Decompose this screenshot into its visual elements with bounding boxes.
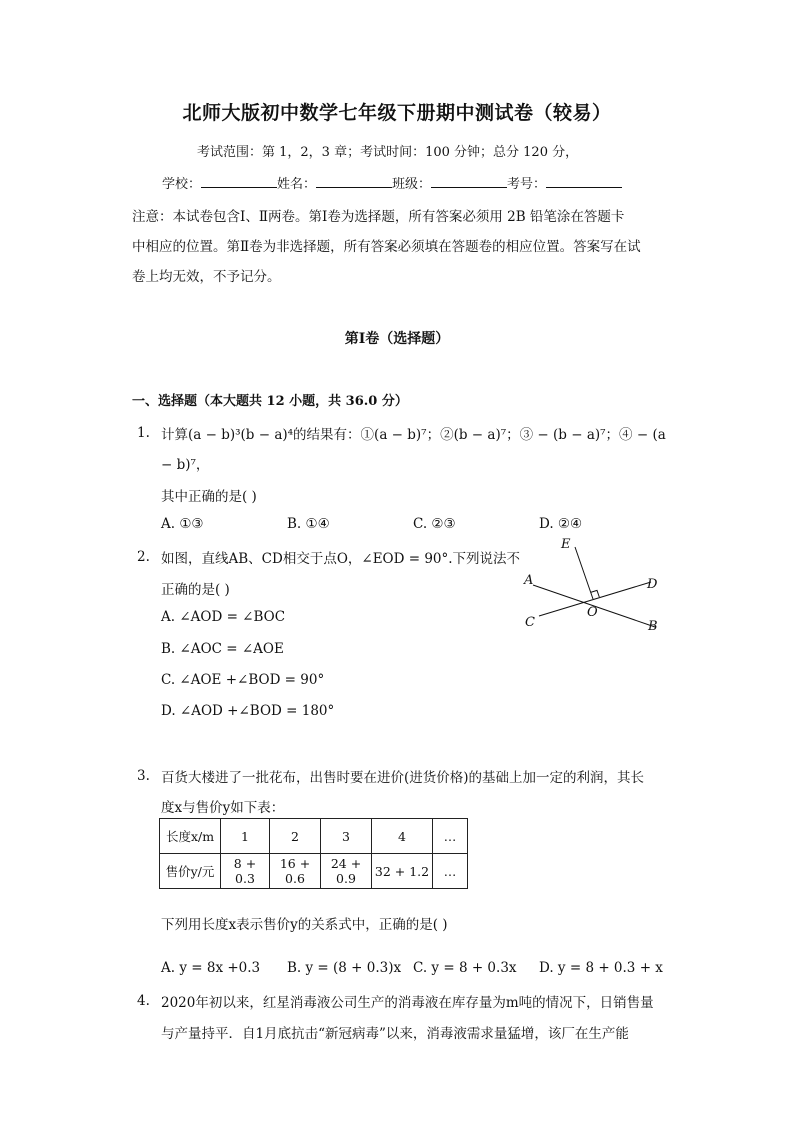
label-b: B (648, 619, 658, 634)
notice-line-2: 中相应的位置。第Ⅱ卷为非选择题，所有答案必须填在答题卷的相应位置。答案写在试 (132, 239, 641, 255)
name-label: 姓名： (277, 177, 317, 192)
question-4-line-2: 与产量持平．自1月底抗击“新冠病毒”以来，消毒液需求量猛增，该厂在生产能 (161, 1026, 629, 1042)
question-1-option-d[interactable]: D. ②④ (539, 516, 583, 532)
ray-oe (575, 547, 593, 599)
label-c: C (525, 615, 535, 630)
number-field[interactable] (546, 175, 622, 188)
table-cell: 16 + 0.6 (270, 854, 321, 889)
table-cell: 长度x/m (160, 819, 221, 854)
question-3-option-b[interactable]: B. y = (8 + 0.3)x (287, 960, 402, 976)
question-2-figure (515, 530, 675, 640)
question-3-number: 3. (137, 768, 150, 784)
table-cell: 售价y/元 (160, 854, 221, 889)
question-1-line-2: − b)⁷， (161, 457, 210, 473)
class-label: 班级： (392, 177, 432, 192)
table-cell: … (433, 819, 468, 854)
question-2-line-2: 正确的是( ) (161, 582, 230, 598)
question-2-option-d[interactable]: D. ∠AOD +∠BOD = 180° (161, 703, 335, 719)
table-cell: 1 (221, 819, 270, 854)
question-1-line-3: 其中正确的是( ) (161, 489, 257, 505)
question-4-line-1: 2020年初以来，红星消毒液公司生产的消毒液在库存量为m吨的情况下，日销售量 (161, 995, 654, 1011)
question-3-option-c[interactable]: C. y = 8 + 0.3x (413, 960, 517, 976)
question-1-number: 1. (137, 425, 150, 441)
name-field[interactable] (316, 175, 392, 188)
student-info-line (162, 173, 622, 192)
question-2-option-b[interactable]: B. ∠AOC = ∠AOE (161, 641, 284, 657)
table-cell: 24 + 0.9 (321, 854, 372, 889)
question-3-option-a[interactable]: A. y = 8x +0.3 (161, 960, 261, 976)
class-field[interactable] (431, 175, 507, 188)
notice-line-1: 注意：本试卷包含Ⅰ、Ⅱ两卷。第Ⅰ卷为选择题，所有答案必须用 2B 铅笔涂在答题卡 (132, 209, 625, 225)
question-3-option-d[interactable]: D. y = 8 + 0.3 + x (539, 960, 663, 976)
question-2-option-a[interactable]: A. ∠AOD = ∠BOC (161, 609, 286, 625)
question-1-line-1: 计算(a − b)³(b − a)⁴的结果有：①(a − b)⁷；②(b − a)⁷；③ − (b − a)⁷；④ − (a (161, 427, 666, 443)
table-cell: 3 (321, 819, 372, 854)
question-2-number: 2. (137, 549, 150, 565)
question-3-line-2: 度x与售价y如下表： (161, 800, 285, 816)
question-4-number: 4. (137, 993, 150, 1009)
table-row (160, 819, 468, 854)
page-title: 北师大版初中数学七年级下册期中测试卷（较易） (182, 102, 612, 124)
label-e: E (561, 537, 571, 552)
table-cell: 4 (372, 819, 433, 854)
question-1-option-a[interactable]: A. ①③ (161, 516, 204, 532)
question-2-line-1: 如图，直线AB、CD相交于点O，∠EOD = 90°.下列说法不 (161, 551, 521, 567)
question-3-line-1: 百货大楼进了一批花布，出售时要在进价(进货价格)的基础上加一定的利润，其长 (161, 770, 645, 786)
label-d: D (647, 577, 658, 592)
table-cell: … (433, 854, 468, 889)
label-a: A (524, 573, 534, 588)
part-heading: 一、选择题（本大题共 12 小题，共 36.0 分） (132, 394, 408, 409)
table-cell: 8 + 0.3 (221, 854, 270, 889)
question-3-line-3: 下列用长度x表示售价y的关系式中，正确的是( ) (161, 917, 448, 933)
exam-range-line: 考试范围：第 1，2，3 章；考试时间：100 分钟；总分 120 分， (197, 145, 579, 160)
number-label: 考号： (507, 177, 547, 192)
section-title: 第Ⅰ卷（选择题） (344, 331, 450, 347)
label-o: O (587, 605, 598, 620)
school-label: 学校： (162, 177, 202, 192)
question-2-option-c[interactable]: C. ∠AOE +∠BOD = 90° (161, 672, 325, 688)
table-cell: 32 + 1.2 (372, 854, 433, 889)
school-field[interactable] (201, 175, 277, 188)
question-1-option-c[interactable]: C. ②③ (413, 516, 456, 532)
table-cell: 2 (270, 819, 321, 854)
notice-line-3: 卷上均无效，不予记分。 (132, 269, 281, 285)
price-table (159, 818, 468, 889)
table-row (160, 854, 468, 889)
question-1-option-b[interactable]: B. ①④ (287, 516, 330, 532)
